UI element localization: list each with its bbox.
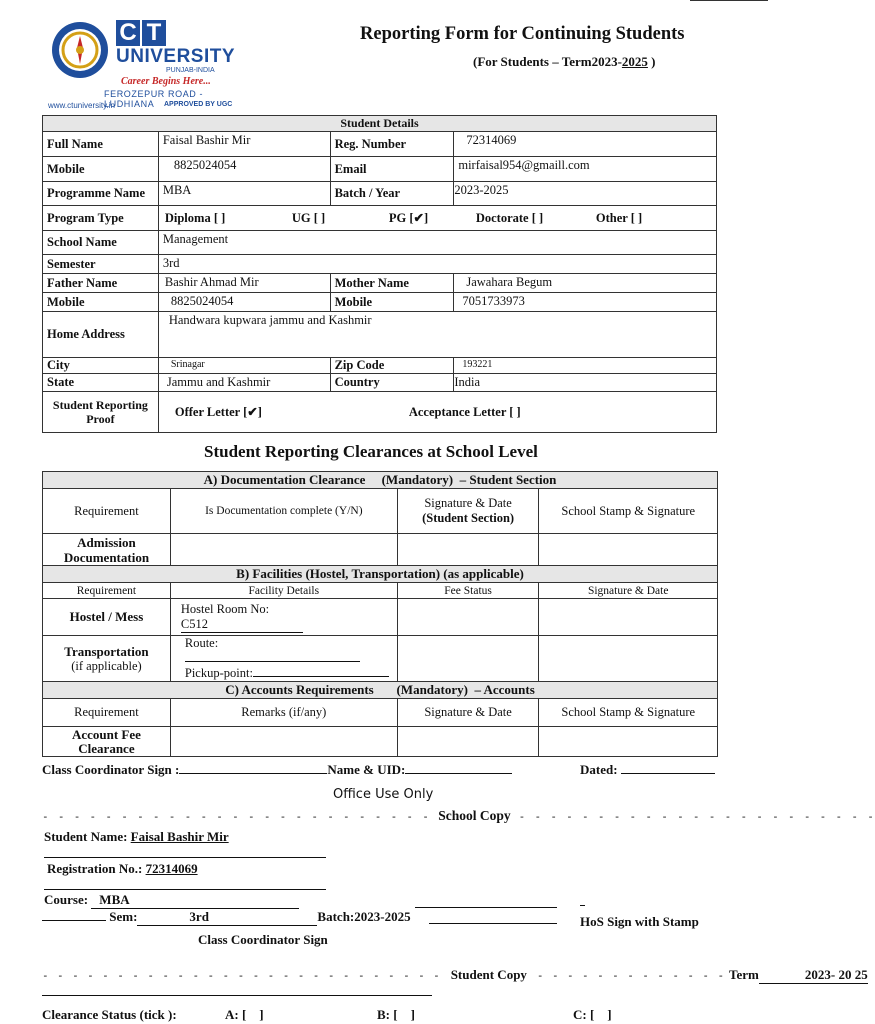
transport-details-cell: Route: Pickup-point: xyxy=(170,636,397,682)
status-b-checkbox[interactable]: B: [ ] xyxy=(377,1007,415,1022)
batch-value-footer: Batch:2023-2025 xyxy=(317,909,411,924)
accounts-signature-cell[interactable] xyxy=(397,727,539,757)
zip-value[interactable]: 193221 xyxy=(454,358,717,374)
rule-3 xyxy=(42,995,432,996)
email-value[interactable]: mirfaisal954@gmaill.com xyxy=(454,157,717,182)
account-fee-clearance-label: Account Fee Clearance xyxy=(43,727,171,757)
term-label: Term xyxy=(729,967,759,982)
sec-b-col-fee: Fee Status xyxy=(397,583,539,599)
name-uid-label: Name & UID: xyxy=(327,762,406,777)
batch-label: Batch / Year xyxy=(330,182,454,206)
sec-a-col-requirement: Requirement xyxy=(43,489,171,534)
program-type-other[interactable]: Other [ ] xyxy=(595,211,643,225)
reg-number-label: Reg. Number xyxy=(330,132,454,157)
hos-sign-label: HoS Sign with Stamp xyxy=(580,914,699,929)
student-name-value: Faisal Bashir Mir xyxy=(130,829,229,844)
hostel-room-cell: Hostel Room No: C512 xyxy=(170,599,397,636)
office-use-only: Office Use Only xyxy=(333,787,434,802)
transport-fee-cell[interactable] xyxy=(397,636,539,682)
sec-b-col-signature: Signature & Date xyxy=(539,583,718,599)
programme-label: Programme Name xyxy=(43,182,159,206)
sec-c-col-requirement: Requirement xyxy=(43,699,171,727)
city-value[interactable]: Srinagar xyxy=(158,358,330,374)
website: www.ctuniversity.in xyxy=(48,101,115,110)
registration-row: Registration No.: 72314069 xyxy=(47,861,198,876)
form-title: Reporting Form for Continuing Students xyxy=(360,24,685,44)
mother-mobile-value[interactable]: 7051733973 xyxy=(454,293,717,312)
program-type-ug[interactable]: UG [ ] xyxy=(291,211,326,225)
hostel-mess-label: Hostel / Mess xyxy=(43,599,171,636)
sec-b-col-facility: Facility Details xyxy=(170,583,397,599)
section-b-heading: B) Facilities (Hostel, Transportation) (as applicable) xyxy=(43,566,718,583)
full-name-value[interactable]: Faisal Bashir Mir xyxy=(158,132,330,157)
mother-value[interactable]: Jawahara Begum xyxy=(454,274,717,293)
school-value[interactable]: Management xyxy=(158,231,716,255)
mobile-value[interactable]: 8825024054 xyxy=(158,157,330,182)
hos-tick xyxy=(580,905,585,906)
name-uid-field[interactable] xyxy=(405,773,512,774)
email-label: Email xyxy=(330,157,454,182)
father-label: Father Name xyxy=(43,274,159,293)
coordinator-sign-label-2: Class Coordinator Sign xyxy=(198,932,328,947)
rule-1 xyxy=(44,857,326,858)
mother-label: Mother Name xyxy=(330,274,454,293)
sec-c-col-stamp: School Stamp & Signature xyxy=(539,699,718,727)
hostel-room-value[interactable]: C512 xyxy=(181,617,303,633)
state-value[interactable]: Jammu and Kashmir xyxy=(158,374,330,392)
transport-signature-cell[interactable] xyxy=(539,636,718,682)
country-label: Country xyxy=(330,374,454,392)
father-mobile-value[interactable]: 8825024054 xyxy=(158,293,330,312)
sem-batch-row: Sem: 3rd Batch:2023-2025 xyxy=(42,909,411,926)
reporting-proof-label: Student Reporting Proof xyxy=(43,392,159,433)
country-value[interactable]: India xyxy=(454,374,717,392)
region-text: PUNJAB-INDIA xyxy=(166,67,215,74)
home-address-value[interactable]: Handwara kupwara jammu and Kashmir xyxy=(158,312,716,358)
sec-a-col-stamp: School Stamp & Signature xyxy=(539,489,718,534)
school-label: School Name xyxy=(43,231,159,255)
clearance-status-label: Clearance Status (tick ): xyxy=(42,1007,177,1022)
batch-rule xyxy=(429,923,557,924)
student-details-heading: Student Details xyxy=(43,116,717,132)
student-details-table xyxy=(42,115,717,433)
admission-documentation-label: Admission Documentation xyxy=(43,534,171,566)
form-subtitle: (For Students – Term2023-2025 ) xyxy=(473,54,656,69)
clearances-table xyxy=(42,471,718,757)
programme-value[interactable]: MBA xyxy=(158,182,330,206)
sec-a-col-doc-complete: Is Documentation complete (Y/N) xyxy=(170,489,397,534)
sem-value: 3rd xyxy=(137,909,317,926)
sec-a-col-signature: Signature & Date (Student Section) xyxy=(397,489,539,534)
school-copy-label: School Copy xyxy=(438,808,511,823)
dated-field[interactable] xyxy=(621,773,715,774)
dated-row xyxy=(580,762,715,778)
course-row: Course: MBA xyxy=(44,892,299,909)
doc-stamp-cell[interactable] xyxy=(539,534,718,566)
student-name-row: Student Name: Faisal Bashir Mir xyxy=(44,829,229,844)
corner-rule xyxy=(690,0,768,1)
address-line: FEROZEPUR ROAD - LUDHIANA xyxy=(104,89,204,109)
ugc-approval: APPROVED BY UGC xyxy=(164,101,233,108)
university-logo xyxy=(46,18,236,113)
section-a-heading: A) Documentation Clearance (Mandatory) – Student Section xyxy=(43,472,718,489)
program-type-label: Program Type xyxy=(43,206,159,231)
student-copy-label: Student Copy xyxy=(450,967,527,982)
coordinator-sign-field[interactable] xyxy=(179,773,327,774)
doc-complete-cell[interactable] xyxy=(170,534,397,566)
dated-label: Dated: xyxy=(580,762,618,777)
mobile-label: Mobile xyxy=(43,157,159,182)
section-c-heading: C) Accounts Requirements (Mandatory) – Accounts xyxy=(43,682,718,699)
term-year-end: - 20 25 xyxy=(830,967,868,982)
rule-2 xyxy=(44,889,326,890)
university-seal-icon xyxy=(50,20,110,80)
accounts-stamp-cell[interactable] xyxy=(539,727,718,757)
sec-c-col-signature: Signature & Date xyxy=(397,699,539,727)
accounts-remarks-cell[interactable] xyxy=(170,727,397,757)
full-name-label: Full Name xyxy=(43,132,159,157)
route-field[interactable] xyxy=(185,661,360,662)
transportation-label: Transportation (if applicable) xyxy=(43,636,171,682)
batch-value[interactable]: 2023-2025 xyxy=(454,182,717,206)
hostel-signature-cell[interactable] xyxy=(539,599,718,636)
sem-lead-line xyxy=(42,920,106,921)
reg-number-value[interactable]: 72314069 xyxy=(454,132,717,157)
status-a-checkbox[interactable]: A: [ ] xyxy=(225,1007,264,1022)
program-type-pg[interactable]: PG [✔] xyxy=(388,211,429,225)
mother-mobile-label: Mobile xyxy=(330,293,454,312)
reporting-proof-options xyxy=(158,392,716,433)
father-value[interactable]: Bashir Ahmad Mir xyxy=(158,274,330,293)
sec-b-col-requirement: Requirement xyxy=(43,583,171,599)
hos-sign-field[interactable] xyxy=(415,907,557,908)
program-type-diploma[interactable]: Diploma [ ] xyxy=(164,211,226,225)
doc-signature-cell[interactable] xyxy=(397,534,539,566)
term-year-start: 2023 xyxy=(759,967,831,984)
university-word: UNIVERSITY xyxy=(116,46,236,67)
zip-label: Zip Code xyxy=(330,358,454,374)
city-label: City xyxy=(43,358,159,374)
program-type-doctorate[interactable]: Doctorate [ ] xyxy=(475,211,544,225)
pickup-point-field[interactable] xyxy=(253,676,389,677)
hostel-fee-cell[interactable] xyxy=(397,599,539,636)
ct-letters: C T xyxy=(116,20,166,46)
sec-c-col-remarks: Remarks (if/any) xyxy=(170,699,397,727)
state-label: State xyxy=(43,374,159,392)
coordinator-sign-row xyxy=(42,762,512,778)
coordinator-sign-label: Class Coordinator Sign : xyxy=(42,762,180,777)
status-c-checkbox[interactable]: C: [ ] xyxy=(573,1007,612,1022)
school-copy-divider: - - - - - - - - - - - - - - - - - - - - - - - - - School Copy - - - - - - - - - - - - - - - - - - - - - - - xyxy=(42,808,875,823)
semester-value[interactable]: 3rd xyxy=(158,255,716,274)
acceptance-letter-checkbox[interactable]: Acceptance Letter [ ] xyxy=(408,405,521,419)
student-copy-divider: - - - - - - - - - - - - - - - - - - - - - - - - - - - Student Copy - - - - - - - - - - - - - Term 2023- 20 25 xyxy=(42,967,868,982)
tagline: Career Begins Here... xyxy=(121,76,211,87)
father-mobile-label: Mobile xyxy=(43,293,159,312)
home-address-label: Home Address xyxy=(43,312,159,358)
semester-label: Semester xyxy=(43,255,159,274)
course-value: MBA xyxy=(91,892,299,909)
registration-value: 72314069 xyxy=(145,861,198,876)
clearances-title: Student Reporting Clearances at School Level xyxy=(204,442,538,461)
program-type-options xyxy=(158,206,716,231)
offer-letter-checkbox[interactable]: Offer Letter [✔] xyxy=(174,405,262,419)
